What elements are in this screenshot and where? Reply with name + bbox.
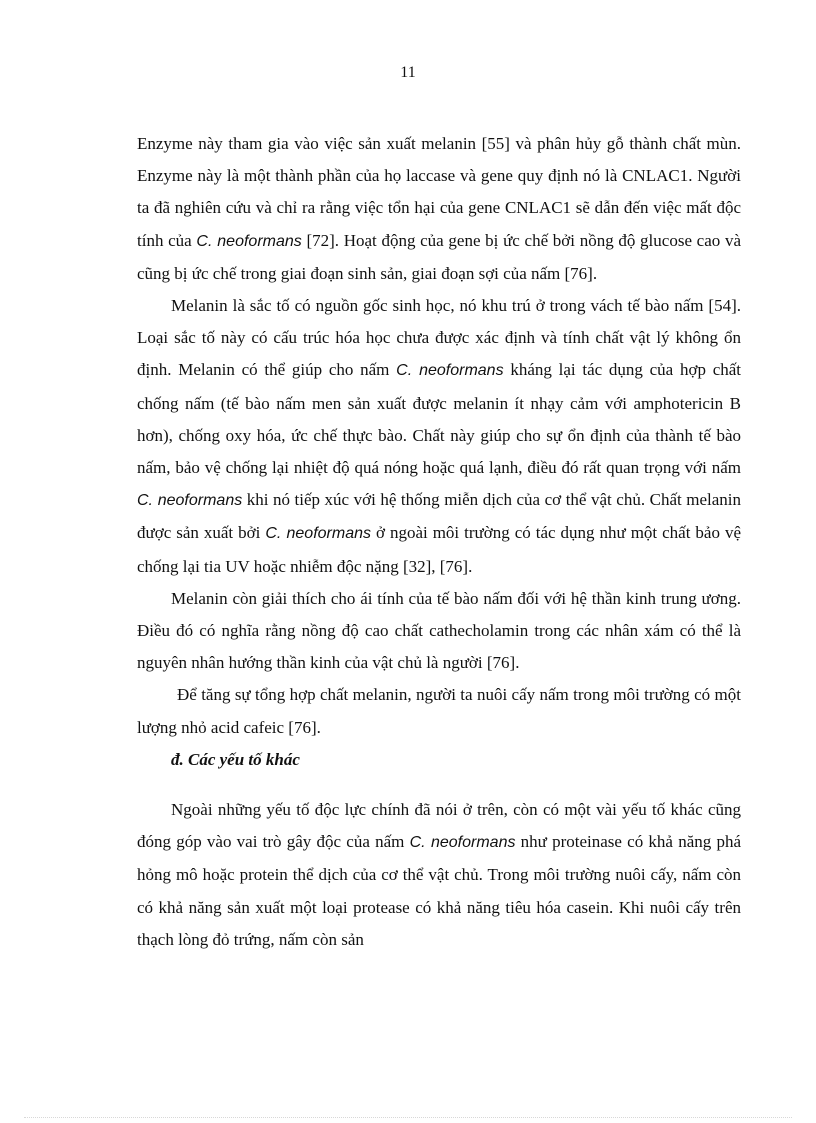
spacer xyxy=(137,776,741,794)
paragraph-cafeic xyxy=(137,679,741,743)
paragraph-cns-affinity xyxy=(137,583,741,680)
species-name: C. neoformans xyxy=(396,362,504,380)
text-span: kháng lại tác dụng của hợp chất chống nấm (tế bào nấm men sản xuất được melanin ít nhạy cảm với amphotericin B hơn), chống oxy hóa, ức chế thực bào. Chất này giúp cho sự ổn định của thành tế bào nấm, bảo vệ chống lại nhiệt độ quá nóng hoặc quá lạnh, điều đó rất quan trọng với nấm xyxy=(137,360,742,478)
text-span: Melanin là sắc tố có nguồn gốc sinh học, nó khu trú ở trong vách tế bào nấm [54]. Loại sắc tố này có cấu trúc hóa học chưa được xác định và tính chất vật lý không ổn định. Melanin có thể giúp cho nấm xyxy=(137,296,741,380)
page-border xyxy=(24,1117,792,1118)
text-span: [72]. Hoạt động của gene bị ức chế bởi nồng độ glucose cao và cũng bị ức chế trong giai đoạn sinh sản, giai đoạn sợi của nấm [76]. xyxy=(137,230,741,283)
text-span: Ngoài những yếu tố độc lực chính đã nói ở trên, còn có một vài yếu tố khác cũng đóng góp vào vai trò gây độc của nấm xyxy=(137,800,741,852)
section-heading: đ. Các yếu tố khác xyxy=(171,749,300,769)
text-span: ở ngoài môi trường có tác dụng như một chất bảo vệ chống lại tia UV hoặc nhiễm độc nặng [32], [76]. xyxy=(137,523,741,576)
body-text xyxy=(137,128,741,956)
paragraph-other-factors xyxy=(137,794,741,956)
species-name: C. neoformans xyxy=(409,834,516,852)
page-number: 11 xyxy=(400,64,416,81)
paragraph-melanin xyxy=(137,290,741,583)
text-span: như proteinase có khả năng phá hỏng mô hoặc protein thể dịch của cơ thể vật chủ. Trong môi trường nuôi cấy, nấm còn có khả năng sản xuất một loại protease có khả năng tiêu hóa casein. Khi nuôi cấy trên thạch lòng đỏ trứng, nấm còn sản xyxy=(137,832,741,949)
text-span: Enzyme này tham gia vào việc sản xuất melanin [55] và phân hủy gỗ thành chất mùn. Enzyme này là một thành phần của họ laccase và gene quy định nó là CNLAC1. Người ta đã nghiên cứu và chỉ ra rằng việc tổn hại của gene CNLAC1 sẽ dẫn đến việc mất độc tính của xyxy=(137,134,741,250)
species-name: C. neoformans xyxy=(137,492,243,510)
paragraph-laccase xyxy=(137,128,741,290)
species-name: C. neoformans xyxy=(196,232,302,250)
species-name: C. neoformans xyxy=(265,525,371,543)
text-span: Melanin còn giải thích cho ái tính của tế bào nấm đối với hệ thần kinh trung ương. Điều đó có nghĩa rằng nồng độ cao chất cathecholamin trong các nhân xám có thể là nguyên nhân hướng thần kinh của vật chủ là người [76]. xyxy=(137,588,741,673)
text-span: khi nó tiếp xúc với hệ thống miễn dịch của cơ thể vật chủ. Chất melanin được sản xuất bởi xyxy=(137,490,742,543)
text-span: Để tăng sự tổng hợp chất melanin, người ta nuôi cấy nấm trong môi trường có một lượng nhỏ acid cafeic [76]. xyxy=(137,685,741,737)
